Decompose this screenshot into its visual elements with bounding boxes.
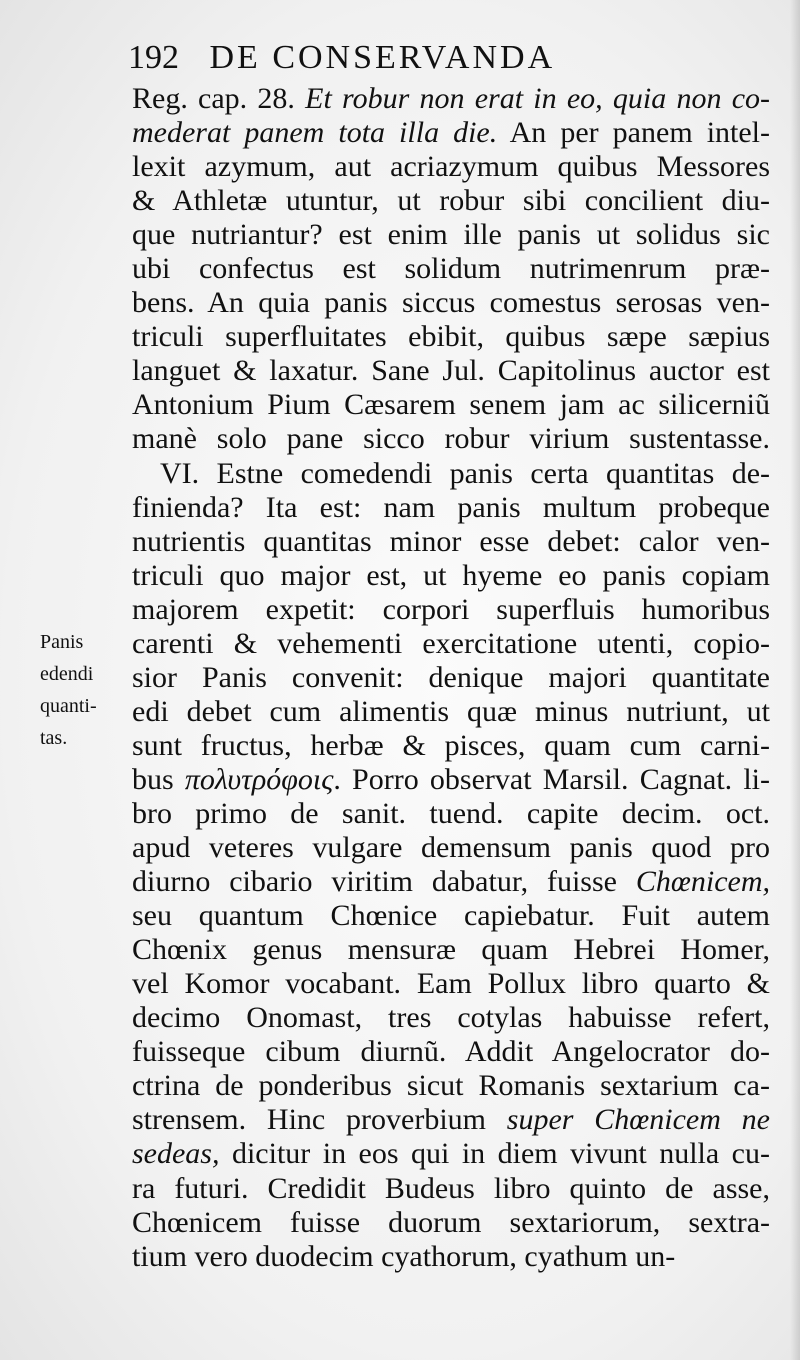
text-line — [132, 354, 770, 388]
line-text: majorem expetit: corpori superfluis humoribus — [132, 592, 770, 626]
text-line — [132, 967, 770, 1001]
text-line — [132, 252, 770, 286]
text-line — [132, 559, 770, 593]
line-text: ctrina de ponderibus sicut Romanis sextarium ca- — [132, 1069, 770, 1103]
line-text: Chœnicem fuisse duorum sextariorum, sextra- — [132, 1205, 770, 1239]
text-line — [132, 1172, 770, 1206]
text-line — [132, 865, 770, 899]
line-text: apud veteres vulgare demensum panis quod pro — [132, 831, 770, 865]
marginal-note-line: tas. — [40, 727, 68, 749]
line-text: triculi superfluitates ebibit, quibus sæpe sæpius — [132, 320, 770, 354]
running-head: DE CONSERVANDA — [209, 39, 556, 76]
text-line — [132, 763, 770, 797]
line-text: que nutriantur? est enim ille panis ut solidus sic — [132, 218, 770, 252]
line-text: nutrientis quantitas minor esse debet: calor ven- — [132, 524, 770, 558]
line-italic-text: sedeas, — [132, 1137, 220, 1171]
line-text: Reg. cap. 28. — [132, 82, 306, 115]
text-line — [132, 457, 770, 491]
line-text: triculi quo major est, ut hyeme eo panis copiam — [132, 558, 770, 592]
line-text: edi debet cum alimentis quæ minus nutriunt, ut — [132, 694, 770, 728]
line-text: ra futuri. Credidit Budeus libro quinto de asse, — [132, 1171, 770, 1205]
text-line — [132, 695, 770, 729]
text-line — [132, 116, 770, 150]
line-text: bus — [132, 762, 185, 796]
text-line — [132, 422, 770, 456]
marginal-note-line: Panis — [40, 631, 84, 653]
line-italic-text: Et robur non erat in eo, quia non co- — [305, 82, 770, 115]
line-text: languet & laxatur. Sane Jul. Capitolinus auctor est — [132, 354, 770, 388]
line-italic-text: super Chœnicem ne — [506, 1103, 770, 1137]
line-text: sunt fructus, herbæ & pisces, quam cum carni- — [132, 728, 770, 762]
text-line — [132, 899, 770, 933]
line-text: seu quantum Chœnice capiebatur. Fuit autem — [132, 899, 770, 933]
line-text: Antonium Pium Cæsarem senem jam ac silicerniũ — [132, 388, 770, 422]
page-header — [128, 34, 768, 82]
line-text-after: . Porro observat Marsil. Cagnat. li- — [333, 762, 770, 796]
page-number: 192 — [128, 39, 179, 76]
line-text: & Athletæ utuntur, ut robur sibi concilient diu- — [132, 184, 770, 218]
text-line — [132, 1206, 770, 1240]
marginal-note-line: quanti- — [40, 695, 97, 717]
line-text: sior Panis convenit: denique majori quantitate — [132, 660, 770, 694]
text-line — [132, 729, 770, 763]
line-text: decimo Onomast, tres cotylas habuisse refert, — [132, 1001, 770, 1035]
line-text: lexit azymum, aut acriazymum quibus Messores — [132, 150, 770, 184]
line-italic-text: πολυτρόφοις — [184, 762, 334, 796]
line-text: ubi confectus est solidum nutrimenrum præ- — [132, 252, 770, 286]
text-line — [132, 831, 770, 865]
body-text — [132, 82, 770, 1274]
line-text: vel Komor vocabant. Eam Pollux libro quarto & — [132, 967, 770, 1001]
marginal-note-line: edendi — [40, 663, 94, 685]
text-line — [132, 150, 770, 184]
text-line — [132, 1240, 770, 1274]
text-line — [132, 1137, 770, 1171]
text-line — [132, 388, 770, 422]
text-line — [132, 797, 770, 831]
text-line — [132, 627, 770, 661]
marginal-note — [40, 626, 132, 754]
text-line — [132, 184, 770, 218]
page-edge-shadow — [790, 0, 800, 1360]
text-line — [132, 218, 770, 252]
text-line — [132, 320, 770, 354]
text-line — [132, 661, 770, 695]
line-italic-text: Chœnicem, — [635, 865, 770, 899]
line-text: bens. An quia panis siccus comestus serosas ven- — [132, 286, 770, 320]
line-text-after: dicitur in eos qui in diem vivunt nulla cu- — [219, 1137, 770, 1171]
line-text: VI. Estne comedendi panis certa quantitas de- — [160, 456, 770, 490]
text-line — [132, 593, 770, 627]
line-text: bro primo de sanit. tuend. capite decim. oct. — [132, 796, 770, 830]
line-text: tium vero duodecim cyathorum, cyathum un- — [132, 1239, 676, 1273]
text-line — [132, 82, 770, 116]
text-line — [132, 525, 770, 559]
text-line — [132, 1035, 770, 1069]
line-text-after: An per panem intel- — [497, 116, 770, 150]
text-line — [132, 1103, 770, 1137]
line-text: diurno cibario viritim dabatur, fuisse — [132, 865, 636, 899]
line-text: manè solo pane sicco robur virium sustentasse. — [132, 422, 770, 456]
text-line — [132, 286, 770, 320]
text-line — [132, 1069, 770, 1103]
line-italic-text: mederat panem tota illa die. — [132, 116, 498, 150]
text-line — [132, 933, 770, 967]
line-text: finienda? Ita est: nam panis multum probeque — [132, 490, 770, 524]
line-text: carenti & vehementi exercitatione utenti, copio- — [132, 626, 770, 660]
line-text: strensem. Hinc proverbium — [132, 1103, 507, 1137]
text-line — [132, 1001, 770, 1035]
text-line — [132, 491, 770, 525]
line-text: Chœnix genus mensuræ quam Hebrei Homer, — [132, 933, 770, 967]
line-text: fuisseque cibum diurnũ. Addit Angelocrator do- — [132, 1035, 770, 1069]
